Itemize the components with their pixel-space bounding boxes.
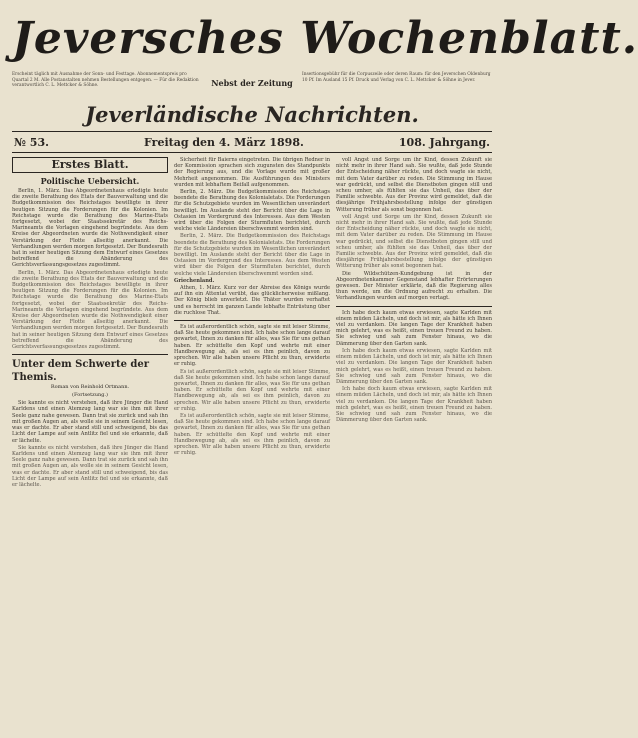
issue-date: Freitag den 4. März 1898. [144, 135, 304, 149]
article-paragraph: Berlin, 1. März. Das Abgeordnetenhaus erledigte heute die zweite Berathung des Etats der Bauverwaltung und die Budgetkommission des Reichstages bewilligte in ihrer heutigen Sitzung die Forderungen für die Kolonien. Im Reichstage wurde die Berathung des Marine-Etats fortgesetzt, wobei der Staatssekretär des Reichs-Marineamts die Vorlagen eingehend begründete. Aus dem Kreise der Abgeordneten wurde die Nothwendigkeit einer Verstärkung der Flotte allseitig anerkannt. Die Verhandlungen werden morgen fortgesetzt. Der Bundesrath hat in seiner heutigen Sitzung dem Entwurf eines Gesetzes betreffend die Abänderung des Gerichtsverfassungsgesetzes zugestimmt. [12, 269, 168, 351]
serial-paragraph: Ich habe doch kaum etwas erwiesen, sagte Karlden mit einem müden Lächeln, und doch ist mir, als hätte ich Ihnen viel zu verdanken. Die langen Tage der Krankheit haben mich gelehrt, was es heißt, einen treuen Freund zu haben. Sie schwieg und sah zum Fenster hinaus, wo die Dämmerung über den Garten sank. [336, 386, 492, 424]
serial-paragraph: Es ist außerordentlich schön, sagte sie mit leiser Stimme, daß Sie heute gekommen sind. Ich habe schon lange darauf gewartet, Ihnen zu danken für alles, was Sie für uns gethan haben. Er schüttelte den Kopf und wehrte mit einer Handbewegung ab, als sei es ihm peinlich, davon zu sprechen. Wir alle haben unsere Pflicht zu thun, erwiderte er ruhig. [174, 412, 330, 457]
serial-body [336, 310, 492, 424]
column-3 [336, 157, 492, 489]
column-paragraph: Sicherheit für Baierns eingetreten. Die übrigen Redner in der Kommission sprachen sich zugunsten des Standpunkts der Regierung aus, und die Vorlage wurde mit großer Mehrheit angenommen. Die Ausführungen des Ministers wurden mit lebhaftem Beifall aufgenommen. [174, 157, 330, 188]
column-paragraph: voll Angst und Sorge um ihr Kind, dessen Zukunft sie nicht mehr in ihrer Hand sah. Sie wußte, daß jede Stunde der Entscheidung näher rückte, und doch wagte sie nicht, mit dem Vater darüber zu reden. Die Stimmung im Hause war gedrückt, und selbst die Dienstboten gingen still und scheu umher, als fühlten sie das Unheil, das über der Familie schwebte. Aus der Provinz wird gemeldet, daß die diesjährige Frühjahrsbestellung infolge der günstigen Witterung früher als sonst begonnen hat. [336, 213, 492, 270]
country-heading: Griechenland. [174, 277, 215, 284]
column-paragraph: Athen, 1. März. Kurz vor der Abreise des Königs wurde auf ihn ein Attentat verübt, das glücklicherweise mißlang. Der König blieb unverletzt. Die Thäter wurden verhaftet und es herrscht im ganzen Lande lebhafte Entrüstung über die ruchlose That. [174, 285, 330, 316]
supplement-title: Jeverländische Nachrichten. [85, 102, 419, 127]
column-paragraph: Berlin, 2. März. Die Budgetkommission des Reichstags beendete die Berathung des Kolonialetats. Die Forderungen für die Schutzgebiete wurden im Wesentlichen unverändert bewilligt. Im Auslande steht der Bericht über die Lage in Ostasien im Vordergrund des Interesses. Aus dem Westen wird über die Folgen der Sturmfluten berichtet, durch welche viele Ländereien überschwemmt worden sind. [174, 233, 330, 277]
column-paragraph: Die Wildschützen-Kundgebung ist in der Abgeordnetenkammer Gegenstand lebhafter Erörterungen gewesen. Der Minister erklärte, daß die Regierung alles thun werde, um die Ordnung aufrecht zu erhalten. Die Verhandlungen wurden auf morgen vertagt. [336, 270, 492, 302]
column-1 [12, 157, 168, 489]
article-paragraph: Berlin, 1. März. Das Abgeordnetenhaus erledigte heute die zweite Berathung des Etats der Bauverwaltung und die Budgetkommission des Reichstages bewilligte in ihrer heutigen Sitzung die Forderungen für die Kolonien. Im Reichstage wurde die Berathung des Marine-Etats fortgesetzt, wobei der Staatssekretär des Reichs-Marineamts die Vorlagen eingehend begründete. Aus dem Kreise der Abgeordneten wurde die Nothwendigkeit einer Verstärkung der Flotte allseitig anerkannt. Die Verhandlungen werden morgen fortgesetzt. Der Bundesrath hat in seiner heutigen Sitzung dem Entwurf eines Gesetzes betreffend die Abänderung des Gerichtsverfassungsgesetzes zugestimmt. [12, 188, 168, 269]
serial-title: Unter dem Schwerte der Themis. [12, 359, 150, 384]
article-body [12, 188, 168, 350]
column-paragraph: voll Angst und Sorge um ihr Kind, dessen Zukunft sie nicht mehr in ihrer Hand sah. Sie wußte, daß jede Stunde der Entscheidung näher rückte, und doch wagte sie nicht, mit dem Vater darüber zu reden. Die Stimmung im Hause war gedrückt, und selbst die Dienstboten gingen still und scheu umher, als fühlten sie das Unheil, das über der Familie schwebte. Aus der Provinz wird gemeldet, daß die diesjährige Frühjahrsbestellung infolge der günstigen Witterung früher als sonst begonnen hat. [336, 157, 492, 213]
serial-paragraph: Sie kannte es nicht verstehen, daß ihre Jünger die Hand Karldens und einen Atemzug lang war sie ihm mit ihrer Seele ganz nahe gewesen. Dann trat sie zurück und sah ihn mit großen Augen an, als wolle sie in seinem Gesicht lesen, was er dachte. Er aber stand still und schweigend, bis das Licht der Lampe auf sein Antlitz fiel und sie erkannte, daß er lächelte. [12, 400, 168, 444]
column-body [336, 157, 492, 302]
serial-paragraph: Ich habe doch kaum etwas erwiesen, sagte Karlden mit einem müden Lächeln, und doch ist mir, als hätte ich Ihnen viel zu verdanken. Die langen Tage der Krankheit haben mich gelehrt, was es heißt, einen treuen Freund zu haben. Sie schwieg und sah zum Fenster hinaus, wo die Dämmerung über den Garten sank. [336, 347, 492, 385]
serial-body [12, 400, 168, 488]
serial-paragraph: Ich habe doch kaum etwas erwiesen, sagte Karlden mit einem müden Lächeln, und doch ist mir, als hätte ich Ihnen viel zu verdanken. Die langen Tage der Krankheit haben mich gelehrt, was es heißt, einen treuen Freund zu haben. Sie schwieg und sah zum Fenster hinaus, wo die Dämmerung über den Garten sank. [336, 309, 492, 347]
column-body [174, 157, 330, 316]
masthead-title: Jeversches Wochenblatt. [12, 13, 638, 64]
masthead-info-row [12, 72, 492, 102]
serial-paragraph: Es ist außerordentlich schön, sagte sie mit leiser Stimme, daß Sie heute gekommen sind. Ich habe schon lange darauf gewartet, Ihnen zu danken für alles, was Sie für uns gethan haben. Er schüttelte den Kopf und wehrte mit einer Handbewegung ab, als sei es ihm peinlich, davon zu sprechen. Wir alle haben unsere Pflicht zu thun, erwiderte er ruhig. [174, 324, 330, 368]
serial-body [174, 324, 330, 456]
volume-year: 108. Jahrgang. [398, 135, 490, 149]
column-paragraph: Berlin, 2. März. Die Budgetkommission des Reichstags beendete die Berathung des Kolonialetats. Die Forderungen für die Schutzgebiete wurden im Wesentlichen unverändert bewilligt. Im Auslande steht der Bericht über die Lage in Ostasien im Vordergrund des Interesses. Aus dem Westen wird über die Folgen der Sturmfluten berichtet, durch welche viele Ländereien überschwemmt worden sind. [174, 189, 330, 233]
article-title: Politische Uebersicht. [40, 176, 140, 186]
serial-author: Roman von Reinhold Ortmann. [50, 384, 130, 391]
serial-paragraph: Sie kannte es nicht verstehen, daß ihre Jünger die Hand Karldens und einen Atemzug lang war sie ihm mit ihrer Seele ganz nahe gewesen. Dann trat sie zurück und sah ihn mit großen Augen an, als wolle sie in seinem Gesicht lesen, was er dachte. Er aber stand still und schweigend, bis das Licht der Lampe auf sein Antlitz fiel und sie erkannte, daß er lächelte. [12, 444, 168, 488]
section-title: Erstes Blatt. [12, 157, 168, 173]
subscription-info: Erscheint täglich mit Ausnahme der Sonn- und Festtage. Abonnementspreis pro Quartal 2 M. Alle Postanstalten nehmen Bestellungen entgegen. — Für die Redaktion verantwortlich C. L. Mettcker & Söhne. [12, 72, 199, 89]
serial-paragraph: Es ist außerordentlich schön, sagte sie mit leiser Stimme, daß Sie heute gekommen sind. Ich habe schon lange darauf gewartet, Ihnen zu danken für alles, was Sie für uns gethan haben. Er schüttelte den Kopf und wehrte mit einer Handbewegung ab, als sei es ihm peinlich, davon zu sprechen. Wir alle haben unsere Pflicht zu thun, erwiderte er ruhig. [174, 368, 330, 412]
column-2 [174, 157, 330, 489]
divider [336, 306, 492, 307]
serial-continuation: (Fortsetzung.) [72, 392, 108, 399]
supplement-note: Nebst der Zeitung [211, 78, 293, 88]
dateline [12, 131, 492, 153]
columns [12, 157, 492, 489]
issue-number: № 53. [14, 135, 49, 149]
divider [12, 354, 168, 355]
divider [174, 320, 330, 321]
advertising-info: Insertionsgebühr für die Corpuszeile oder deren Raum: für den Jeverschen Oldenburg 10 Pf. Im Ausland 15 Pf. Druck und Verlag von C. L. Mettcker & Söhne in Jever. [302, 72, 491, 83]
